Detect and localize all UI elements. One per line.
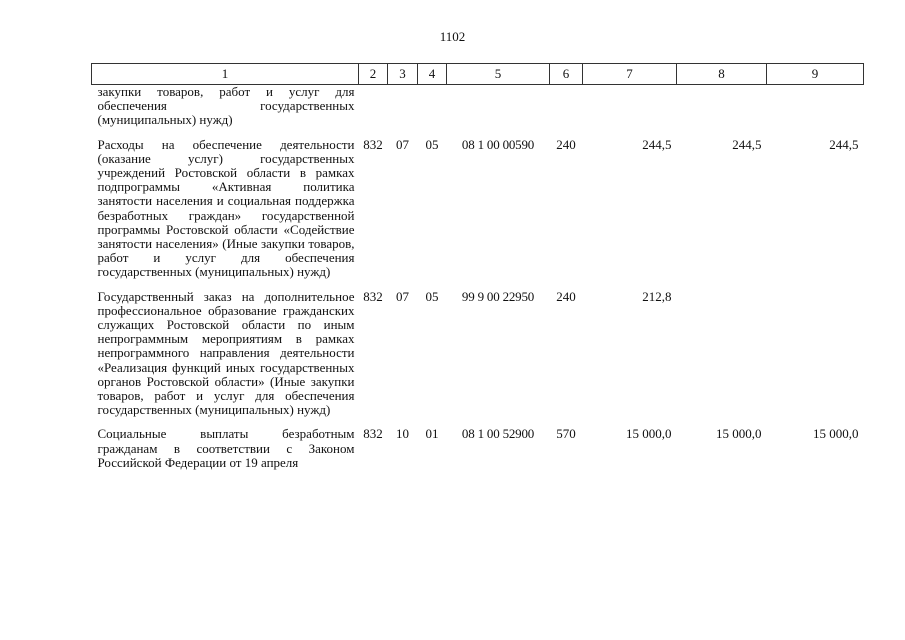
row-amount-1: 244,5	[642, 136, 672, 152]
row-description: Расходы на обеспечение деятельности (оказание услуг) государственных учреждений Ростовской области в рамках подпрограммы «Активная политика занятости населения и социальная поддержка безработных граждан» государственной программы Ростовской области «Содействие занятости населения» (Иные закупки товаров, работ и услуг для обеспечения государственных (муниципальных) нужд)	[97, 136, 355, 280]
row-subsection: 05	[425, 136, 439, 152]
row-expense-type: 240	[556, 136, 576, 152]
row-amount-2	[677, 286, 767, 424]
row-amount-3: 15 000,0	[813, 426, 859, 442]
row-amount-2: 15 000,0	[716, 426, 762, 442]
row-section: 07	[396, 136, 409, 152]
row-description: закупки товаров, работ и услуг для обеспечения государственных (муниципальных) нужд)	[97, 84, 355, 128]
table-row	[92, 85, 864, 134]
header-row	[92, 64, 864, 85]
row-amount-1	[583, 85, 677, 134]
row-target-code: 08 1 00 00590	[461, 136, 535, 152]
row-amount-1: 212,8	[642, 288, 672, 304]
row-ministry-code: 832	[363, 136, 383, 152]
header-col-8: 8	[677, 64, 767, 85]
row-amount-2: 244,5	[732, 136, 762, 152]
header-col-7: 7	[583, 64, 677, 85]
row-target-code	[447, 85, 550, 134]
header-col-5: 5	[447, 64, 550, 85]
row-subsection: 01	[425, 426, 439, 442]
row-description: Государственный заказ на дополнительное профессиональное образование гражданских служащих Ростовской области по иным непрограммным мероприятиям в рамках непрограммного направления деятельности «Реализация функций иных государственных органов Ростовской области» (Иные закупки товаров, работ и услуг для обеспечения государственных (муниципальных) нужд)	[97, 288, 355, 418]
page-number: 1102	[439, 29, 466, 44]
header-col-4: 4	[418, 64, 447, 85]
row-amount-1: 15 000,0	[626, 426, 672, 442]
row-description: Социальные выплаты безработным гражданам в соответствии с Законом Российской Федерации от 19 апреля	[97, 426, 355, 470]
row-amount-3	[767, 85, 864, 134]
row-amount-2	[677, 85, 767, 134]
row-section	[388, 85, 418, 134]
row-amount-3: 244,5	[829, 136, 859, 152]
row-target-code: 99 9 00 22950	[461, 288, 535, 304]
row-expense-type: 570	[556, 426, 576, 442]
row-ministry-code: 832	[363, 288, 383, 304]
header-col-6: 6	[550, 64, 583, 85]
row-target-code: 08 1 00 52900	[461, 426, 535, 442]
row-subsection: 05	[425, 288, 439, 304]
row-expense-type: 240	[556, 288, 576, 304]
row-ministry-code	[359, 85, 388, 134]
budget-table	[91, 63, 864, 476]
row-expense-type	[550, 85, 583, 134]
table-header	[92, 64, 864, 85]
row-amount-3	[767, 286, 864, 424]
table-row	[92, 423, 864, 476]
table-row	[92, 286, 864, 424]
header-col-9: 9	[767, 64, 864, 85]
header-col-2: 2	[359, 64, 388, 85]
row-ministry-code: 832	[363, 426, 383, 442]
row-subsection	[418, 85, 447, 134]
row-section: 07	[396, 288, 409, 304]
header-col-1: 1	[92, 64, 359, 85]
table-body	[92, 85, 864, 477]
row-section: 10	[396, 426, 409, 442]
header-col-3: 3	[388, 64, 418, 85]
table-row	[92, 134, 864, 286]
